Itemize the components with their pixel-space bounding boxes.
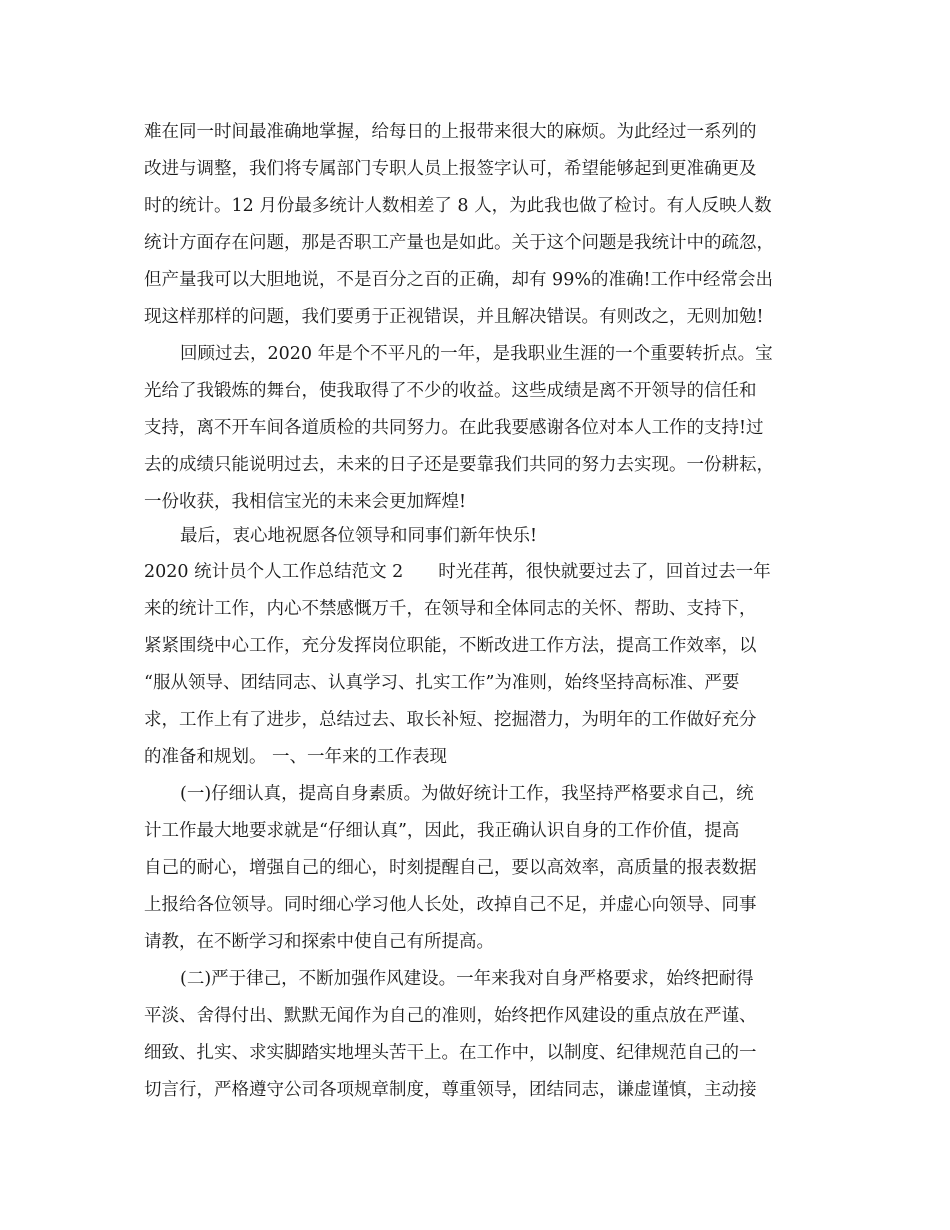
text-line: 改进与调整，我们将专属部门专职人员上报签字认可，希望能够起到更准确更及 <box>144 159 757 179</box>
text-line: 上报给各位领导。同时细心学习他人长处，改掉自己不足，并虚心向领导、同事 <box>144 895 757 915</box>
text-line: 支持，离不开车间各道质检的共同努力。在此我要感谢各位对本人工作的支持!过 <box>144 418 764 438</box>
paragraph-first-line: 回顾过去，2020 年是个不平凡的一年，是我职业生涯的一个重要转折点。宝 <box>180 344 773 364</box>
text-line: 计工作最大地要求就是“仔细认真”，因此，我正确认识自身的工作价值，提高 <box>144 821 740 841</box>
text-line: 平淡、舍得付出、默默无闻作为自己的准则，始终把作风建设的重点放在严谨、 <box>144 1006 757 1026</box>
text-line: 难在同一时间最准确地掌握，给每日的上报带来很大的麻烦。为此经过一系列的 <box>144 122 757 142</box>
text-line: “服从领导、团结同志、认真学习、扎实工作”为准则，始终坚持高标准、严要 <box>144 673 740 693</box>
text-line: 去的成绩只能说明过去，未来的日子还是要靠我们共同的努力去实现。一份耕耘， <box>144 455 774 475</box>
paragraph-first-line: 最后，衷心地祝愿各位领导和同事们新年快乐! <box>180 526 538 546</box>
text-line: 自己的耐心，增强自己的细心，时刻提醒自己，要以高效率，高质量的报表数据 <box>144 858 757 878</box>
text-line: 的准备和规划。 一、一年来的工作表现 <box>144 747 448 767</box>
text-line: 光给了我锻炼的舞台，使我取得了不少的收益。这些成绩是离不开领导的信任和 <box>144 381 757 401</box>
text-line: 现这样那样的问题，我们要勇于正视错误，并且解决错误。有则改之，无则加勉! <box>144 307 764 327</box>
text-line: 一份收获，我相信宝光的未来会更加辉煌! <box>144 492 467 512</box>
paragraph-first-line: (一)仔细认真，提高自身素质。为做好统计工作，我坚持严格要求自己，统 <box>180 784 754 804</box>
paragraph-first-line: (二)严于律己，不断加强作风建设。一年来我对自身严格要求，始终把耐得 <box>180 969 754 989</box>
text-line: 细致、扎实、求实脚踏实地埋头苦干上。在工作中，以制度、纪律规范自己的一 <box>144 1043 757 1063</box>
text-line: 紧紧围绕中心工作，充分发挥岗位职能，不断改进工作方法，提高工作效率，以 <box>144 636 757 656</box>
text-line: 求，工作上有了进步，总结过去、取长补短、挖掘潜力，为明年的工作做好充分 <box>144 710 757 730</box>
text-line: 时的统计。12 月份最多统计人数相差了 8 人，为此我也做了检讨。有人反映人数 <box>144 196 772 216</box>
text-line: 来的统计工作，内心不禁感慨万千，在领导和全体同志的关怀、帮助、支持下， <box>144 599 757 619</box>
text-line: 切言行，严格遵守公司各项规章制度，尊重领导，团结同志，谦虚谨慎，主动接 <box>144 1080 757 1100</box>
text-line: 但产量我可以大胆地说，不是百分之百的正确，却有 99%的准确!工作中经常会出 <box>144 270 773 290</box>
text-line: 请教，在不断学习和探索中使自己有所提高。 <box>144 932 494 952</box>
section-title-line: 2020 统计员个人工作总结范文 2 时光荏苒，很快就要过去了，回首过去一年 <box>144 562 771 582</box>
text-line: 统计方面存在问题，那是否职工产量也是如此。关于这个问题是我统计中的疏忽， <box>144 233 774 253</box>
